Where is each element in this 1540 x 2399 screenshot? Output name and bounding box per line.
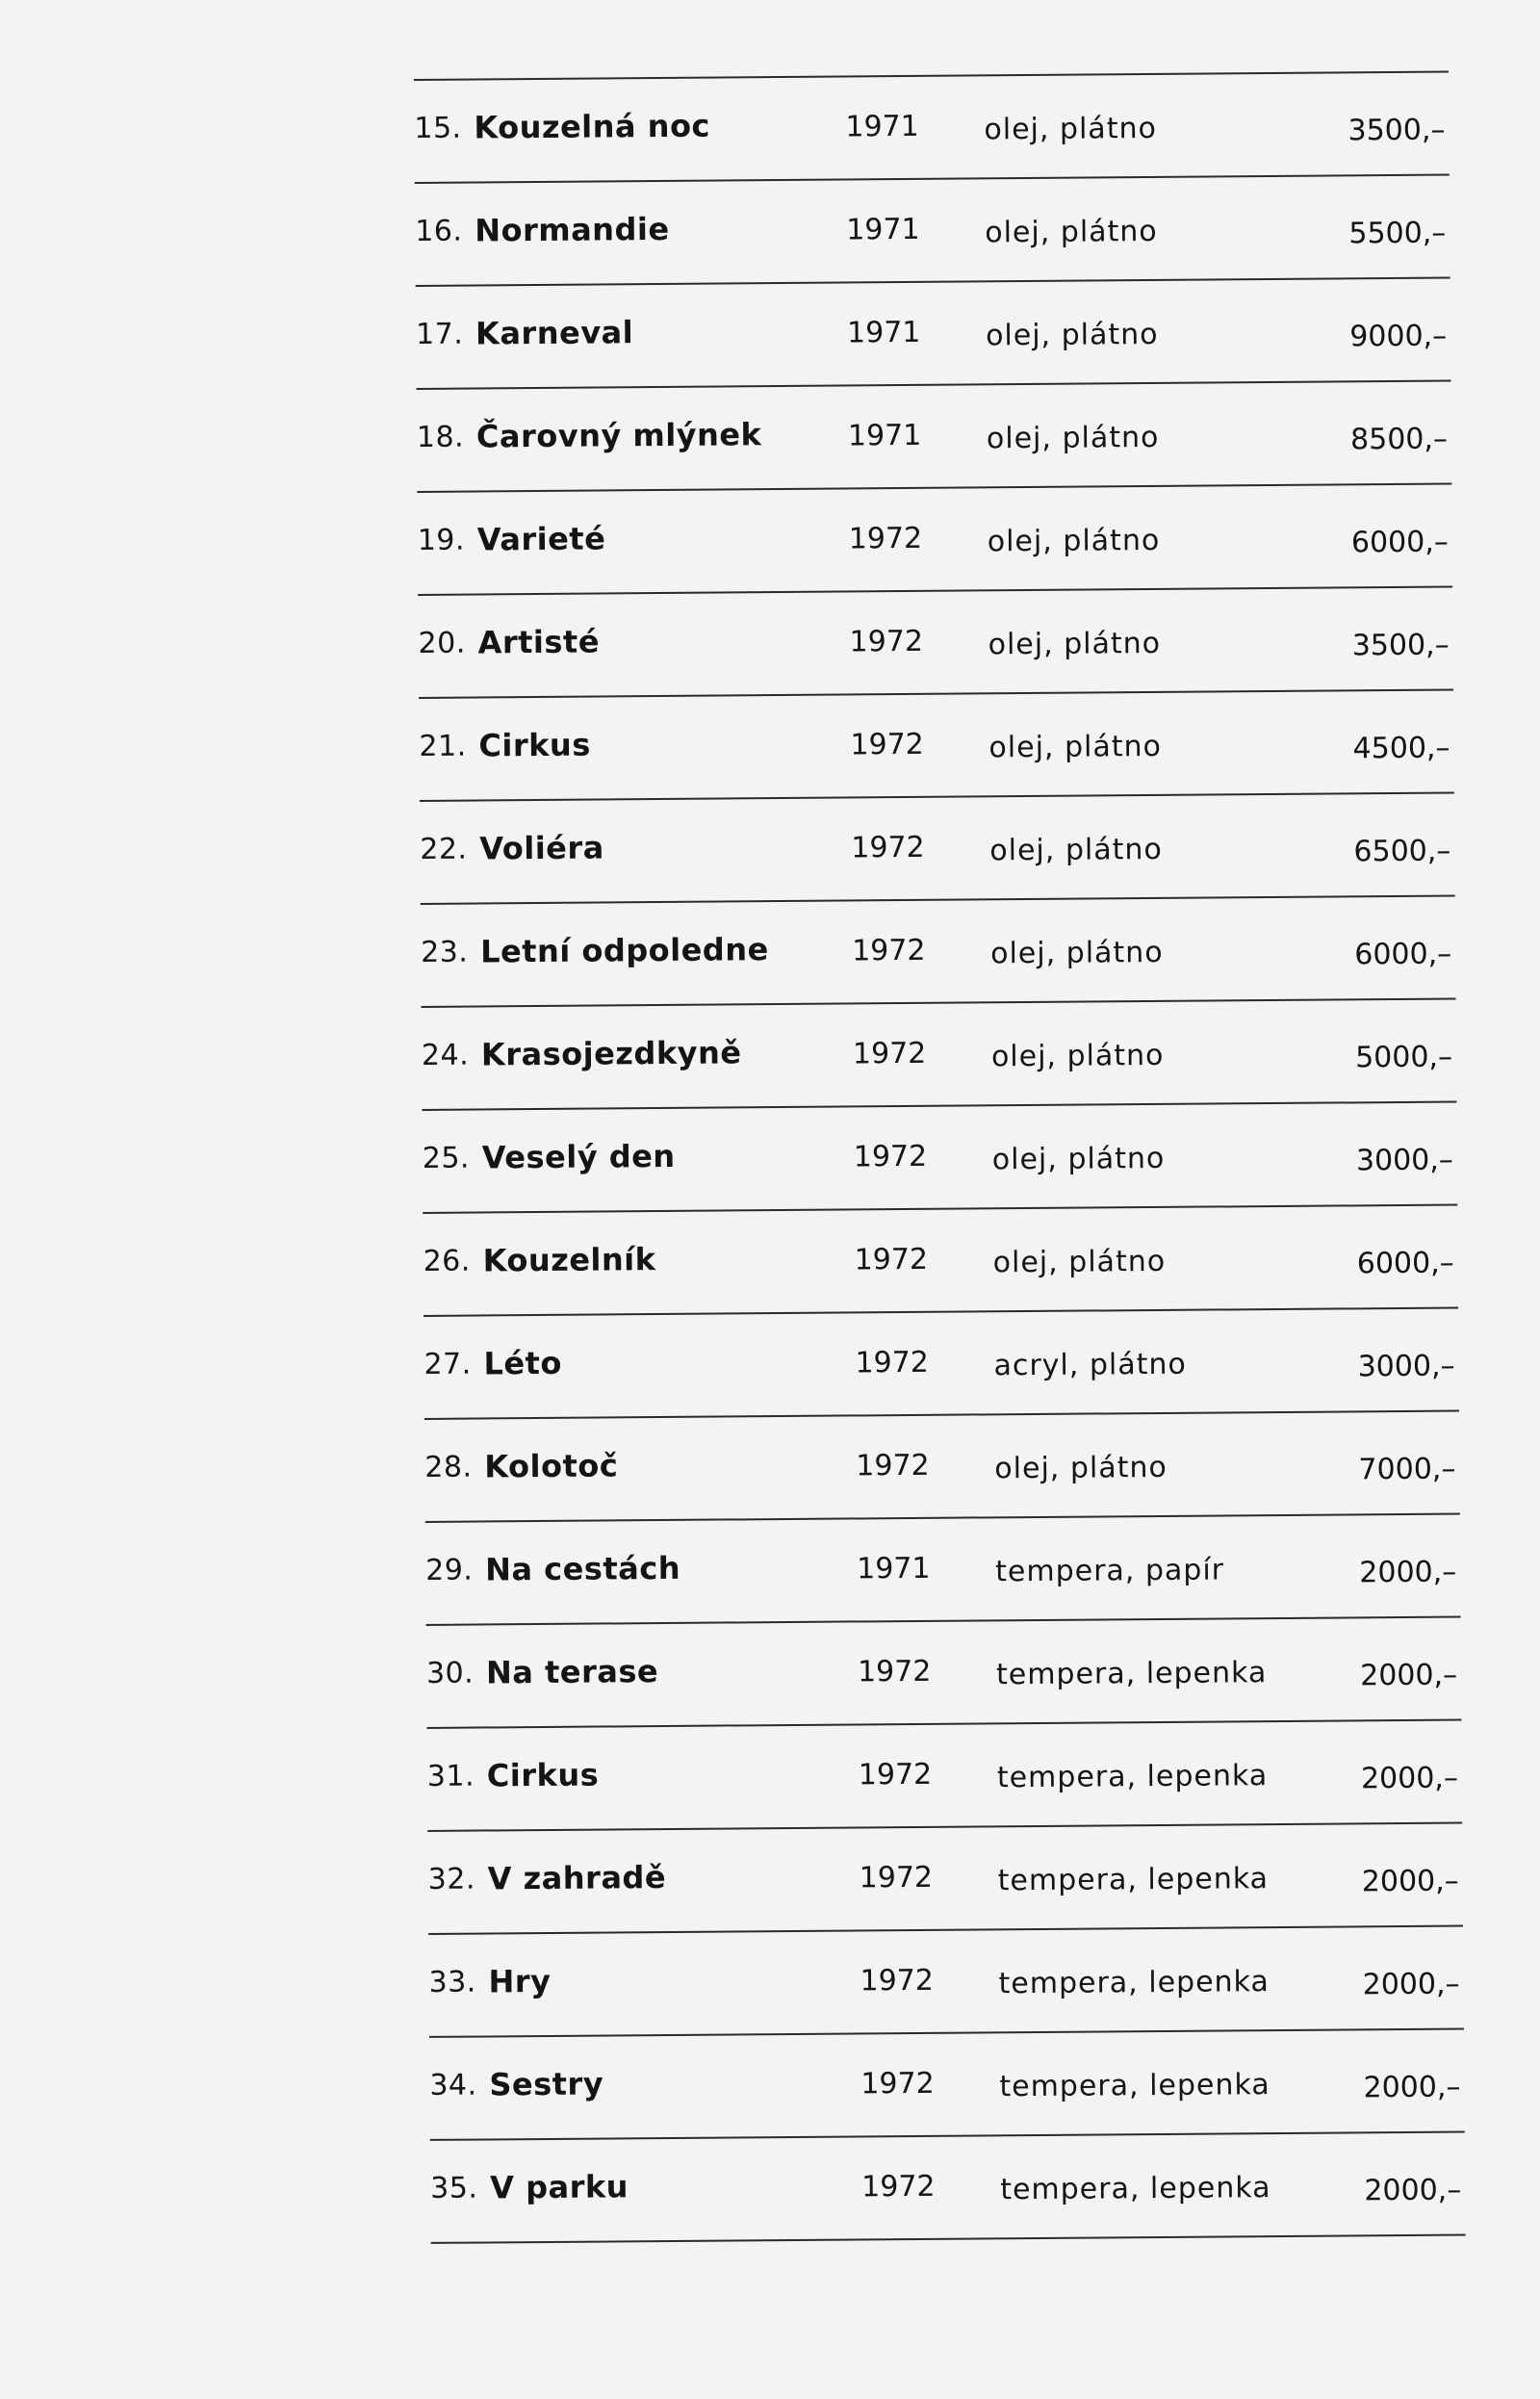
artwork-medium: olej, plátno: [994, 1450, 1168, 1486]
artwork-medium: olej, plátno: [992, 1244, 1167, 1280]
artwork-year: 1972: [857, 1654, 932, 1690]
artwork-number: 26.: [423, 1244, 472, 1278]
artwork-row: [414, 73, 1450, 184]
artwork-row: [428, 1926, 1464, 2037]
artwork-medium: tempera, lepenka: [995, 1656, 1268, 1692]
artwork-year: 1971: [845, 109, 919, 144]
artwork-number: 18.: [416, 420, 465, 454]
artwork-year: 1971: [857, 1551, 931, 1586]
artwork-title: V parku: [490, 2168, 629, 2206]
artwork-medium: olej, plátno: [988, 729, 1163, 765]
artwork-price: 2000,–: [1361, 1864, 1459, 1899]
artwork-year: 1971: [846, 315, 921, 350]
artwork-row: [425, 1515, 1461, 1626]
artwork-medium: olej, plátno: [986, 420, 1160, 456]
artwork-medium: olej, plátno: [989, 832, 1163, 868]
artwork-year: 1972: [848, 521, 923, 556]
artwork-price: 2000,–: [1360, 1761, 1459, 1796]
artwork-number: 17.: [415, 317, 464, 351]
artwork-year: 1972: [860, 2066, 935, 2102]
artwork-number: 33.: [428, 1965, 476, 1999]
artwork-price: 6000,–: [1356, 1246, 1454, 1281]
artwork-medium: olej, plátno: [991, 1141, 1166, 1177]
artwork-number: 32.: [427, 1862, 476, 1896]
artwork-price: 7000,–: [1358, 1452, 1456, 1487]
artwork-rows: [414, 73, 1466, 2244]
artwork-title: Karneval: [475, 314, 634, 352]
artwork-year: 1972: [859, 1860, 934, 1896]
artwork-price: 8500,–: [1349, 422, 1449, 457]
artwork-year: 1972: [852, 1036, 927, 1071]
artwork-title: Kolotoč: [484, 1447, 619, 1485]
artwork-price: 3500,–: [1351, 628, 1450, 663]
artwork-medium: olej, plátno: [985, 214, 1158, 250]
artwork-title: Cirkus: [478, 726, 591, 764]
artwork-price: 3000,–: [1357, 1349, 1455, 1384]
artwork-year: 1972: [860, 1963, 935, 1999]
artwork-number: 29.: [425, 1553, 474, 1587]
artwork-price: 3500,–: [1348, 113, 1446, 148]
artwork-price: 9000,–: [1349, 319, 1448, 354]
artwork-title: Varieté: [476, 520, 606, 558]
artwork-row: [415, 176, 1450, 287]
artwork-title: Krasojezdkyně: [480, 1034, 742, 1073]
artwork-medium: tempera, papír: [995, 1553, 1225, 1589]
artwork-title: V zahradě: [487, 1858, 667, 1897]
artwork-medium: tempera, lepenka: [1000, 2171, 1271, 2207]
artwork-title: Čarovný mlýnek: [475, 416, 762, 455]
artwork-number: 19.: [417, 523, 466, 557]
artwork-row: [430, 2132, 1466, 2243]
artwork-price: 5000,–: [1354, 1040, 1453, 1075]
artwork-title: Voliéra: [479, 829, 604, 867]
artwork-price: 6000,–: [1354, 937, 1452, 972]
artwork-row: [424, 1412, 1460, 1523]
artwork-number: 27.: [424, 1347, 472, 1381]
artwork-title: Normandie: [475, 210, 670, 249]
artwork-price: 5500,–: [1348, 216, 1447, 251]
artwork-number: 16.: [415, 214, 463, 248]
artwork-row: [429, 2029, 1465, 2140]
artwork-number: 28.: [424, 1450, 473, 1484]
artwork-row: [418, 588, 1453, 699]
artwork-row: [426, 1618, 1462, 1729]
artwork-number: 35.: [430, 2171, 478, 2206]
artwork-row: [422, 1000, 1457, 1111]
artwork-price: 2000,–: [1359, 1555, 1457, 1590]
artwork-year: 1972: [855, 1345, 929, 1380]
artwork-medium: tempera, lepenka: [998, 1965, 1270, 2001]
artwork-number: 31.: [426, 1759, 475, 1793]
artwork-medium: olej, plátno: [985, 317, 1159, 353]
artwork-number: 21.: [419, 729, 467, 763]
artwork-price: 2000,–: [1360, 1658, 1458, 1693]
artwork-number: 30.: [425, 1656, 475, 1690]
artwork-row: [426, 1721, 1462, 1832]
artwork-row: [417, 382, 1452, 493]
artwork-title: Kouzelník: [482, 1241, 656, 1279]
artwork-year: 1972: [851, 830, 925, 865]
artwork-price: 2000,–: [1363, 2070, 1461, 2105]
artwork-year: 1971: [847, 418, 922, 453]
artwork-title: Léto: [483, 1344, 563, 1382]
artwork-title: Cirkus: [486, 1756, 600, 1794]
artwork-price: 2000,–: [1364, 2173, 1462, 2208]
artwork-title: Veselý den: [481, 1137, 676, 1176]
artwork-number: 24.: [421, 1038, 470, 1072]
artwork-row: [419, 691, 1454, 802]
artwork-medium: tempera, lepenka: [997, 1862, 1270, 1898]
artwork-row: [416, 279, 1451, 390]
artwork-number: 25.: [422, 1141, 471, 1175]
artwork-year: 1972: [856, 1448, 930, 1483]
artwork-number: 22.: [420, 832, 468, 866]
artwork-title: Letní odpoledne: [479, 931, 769, 970]
artwork-year: 1972: [849, 624, 924, 659]
artwork-year: 1972: [850, 727, 924, 762]
artwork-row: [424, 1309, 1459, 1420]
artwork-title: Na cestách: [485, 1549, 681, 1588]
artwork-number: 34.: [429, 2068, 477, 2102]
artwork-medium: acryl, plátno: [993, 1347, 1187, 1383]
artwork-year: 1972: [858, 1757, 933, 1793]
artwork-row: [417, 485, 1452, 596]
artwork-title: Na terase: [485, 1653, 659, 1691]
artwork-title: Artisté: [477, 623, 601, 661]
artwork-year: 1972: [861, 2169, 936, 2205]
artwork-medium: olej, plátno: [990, 935, 1164, 971]
artwork-row: [420, 794, 1455, 905]
artwork-list: [414, 71, 1466, 2244]
artwork-medium: tempera, lepenka: [996, 1759, 1269, 1795]
artwork-price: 2000,–: [1362, 1967, 1460, 2002]
artwork-number: 20.: [418, 626, 466, 660]
artwork-row: [427, 1824, 1463, 1935]
artwork-medium: olej, plátno: [987, 523, 1161, 559]
artwork-year: 1972: [851, 933, 926, 968]
artwork-price: 6000,–: [1350, 525, 1449, 560]
artwork-price: 3000,–: [1355, 1143, 1453, 1178]
artwork-number: 15.: [414, 111, 462, 145]
artwork-row: [422, 1103, 1457, 1214]
artwork-title: Sestry: [489, 2065, 604, 2103]
artwork-year: 1971: [846, 212, 920, 247]
artwork-price: 4500,–: [1352, 731, 1450, 766]
artwork-medium: olej, plátno: [990, 1038, 1165, 1074]
artwork-row: [421, 897, 1456, 1008]
artwork-year: 1972: [854, 1242, 929, 1277]
artwork-number: 23.: [420, 935, 469, 969]
artwork-price: 6500,–: [1353, 834, 1451, 869]
artwork-title: Kouzelná noc: [474, 107, 711, 146]
artwork-medium: tempera, lepenka: [999, 2068, 1270, 2104]
artwork-row: [423, 1206, 1458, 1317]
artwork-title: Hry: [488, 1962, 552, 2000]
artwork-medium: olej, plátno: [988, 626, 1162, 662]
artwork-year: 1972: [853, 1139, 928, 1174]
artwork-medium: olej, plátno: [984, 111, 1158, 147]
